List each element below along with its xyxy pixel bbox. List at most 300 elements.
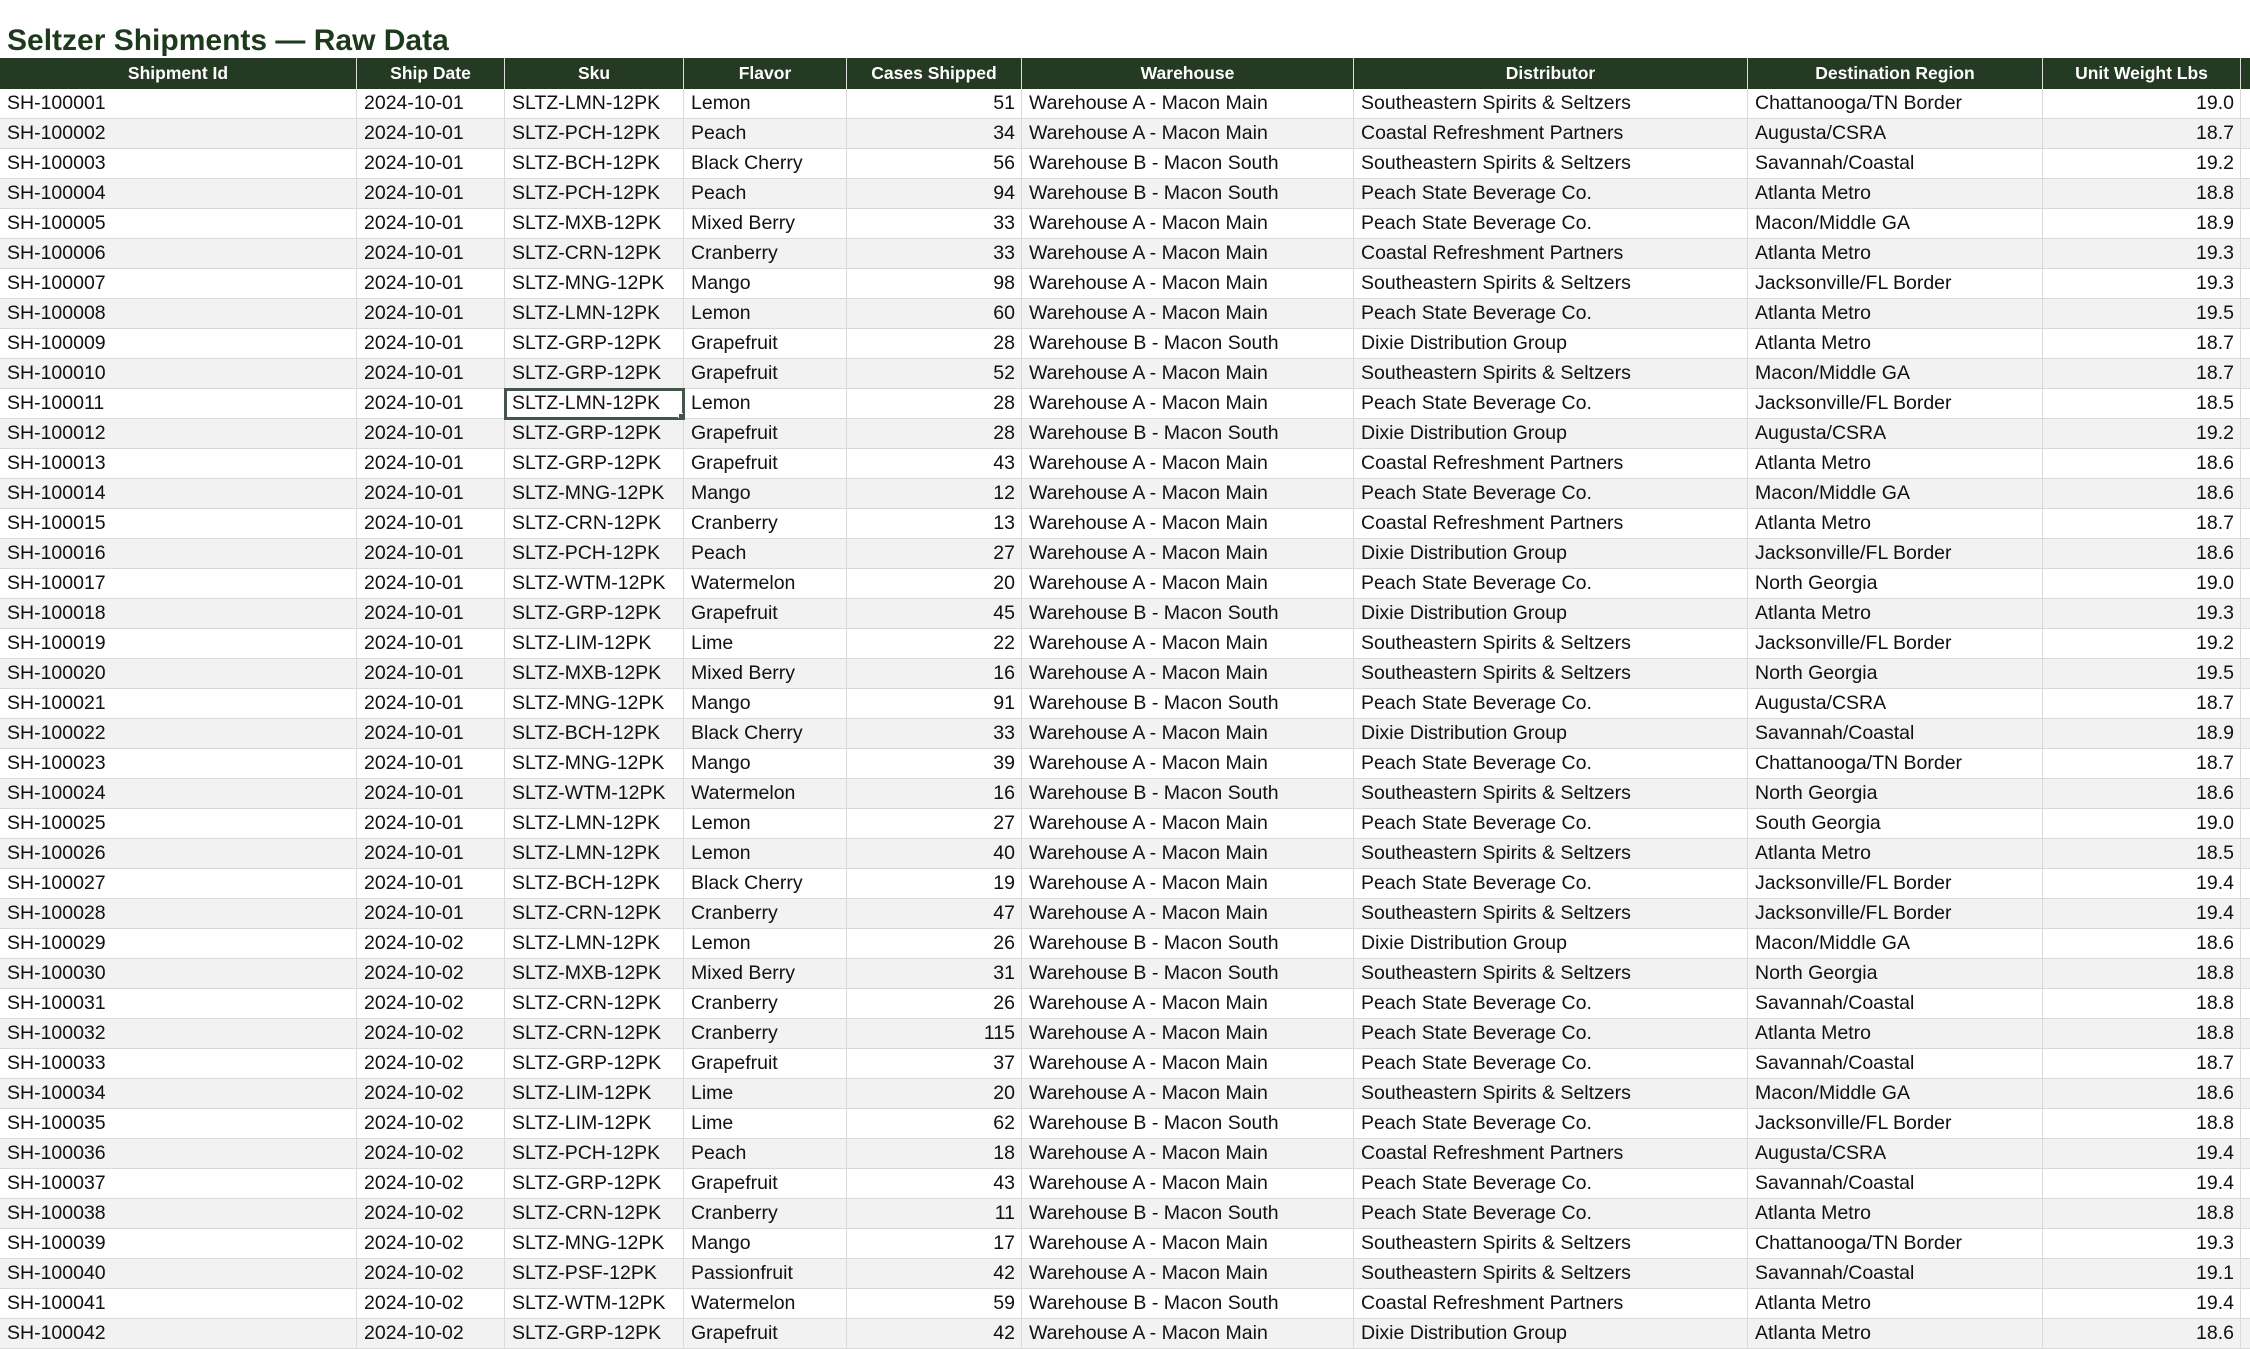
cell-distributor[interactable]: Southeastern Spirits & Seltzers xyxy=(1354,959,1748,989)
cell-flavor[interactable]: Grapefruit xyxy=(684,329,847,359)
cell-warehouse[interactable]: Warehouse B - Macon South xyxy=(1022,779,1354,809)
cell-flavor[interactable]: Cranberry xyxy=(684,1019,847,1049)
cell-shipment-id[interactable]: SH-100040 xyxy=(0,1259,357,1289)
cell-ship-date[interactable]: 2024-10-01 xyxy=(357,869,505,899)
cell-shipment-id[interactable]: SH-100020 xyxy=(0,659,357,689)
column-header-warehouse[interactable]: Warehouse xyxy=(1022,58,1354,89)
cell-warehouse[interactable]: Warehouse A - Macon Main xyxy=(1022,1259,1354,1289)
cell-distributor[interactable]: Peach State Beverage Co. xyxy=(1354,479,1748,509)
cell-sku[interactable]: SLTZ-PCH-12PK xyxy=(505,179,684,209)
cell-unit-weight-lbs[interactable]: 19.3 xyxy=(2043,1229,2241,1259)
cell-destination-region[interactable]: Augusta/CSRA xyxy=(1748,419,2043,449)
cell-ship-date[interactable]: 2024-10-01 xyxy=(357,539,505,569)
cell-destination-region[interactable]: Atlanta Metro xyxy=(1748,299,2043,329)
cell-destination-region[interactable]: North Georgia xyxy=(1748,959,2043,989)
column-header-flavor[interactable]: Flavor xyxy=(684,58,847,89)
cell-distributor[interactable]: Southeastern Spirits & Seltzers xyxy=(1354,149,1748,179)
cell-ship-date[interactable]: 2024-10-01 xyxy=(357,599,505,629)
cell-flavor[interactable]: Grapefruit xyxy=(684,449,847,479)
cell-unit-weight-lbs[interactable]: 18.8 xyxy=(2043,1019,2241,1049)
cell-distributor[interactable]: Coastal Refreshment Partners xyxy=(1354,509,1748,539)
cell-warehouse[interactable]: Warehouse A - Macon Main xyxy=(1022,749,1354,779)
selected-cell[interactable]: SLTZ-LMN-12PK xyxy=(505,389,684,419)
cell-sku[interactable]: SLTZ-CRN-12PK xyxy=(505,989,684,1019)
cell-shipment-id[interactable]: SH-100034 xyxy=(0,1079,357,1109)
cell-cases-shipped[interactable]: 42 xyxy=(847,1259,1022,1289)
cell-warehouse[interactable]: Warehouse B - Macon South xyxy=(1022,1109,1354,1139)
cell-cases-shipped[interactable]: 19 xyxy=(847,869,1022,899)
cell-sku[interactable]: SLTZ-PSF-12PK xyxy=(505,1259,684,1289)
cell-flavor[interactable]: Peach xyxy=(684,1139,847,1169)
cell-unit-weight-lbs[interactable]: 18.8 xyxy=(2043,989,2241,1019)
cell-ship-date[interactable]: 2024-10-02 xyxy=(357,1229,505,1259)
cell-distributor[interactable]: Peach State Beverage Co. xyxy=(1354,1169,1748,1199)
cell-unit-weight-lbs[interactable]: 18.6 xyxy=(2043,449,2241,479)
column-header-shipment-id[interactable]: Shipment Id xyxy=(0,58,357,89)
cell-shipment-id[interactable]: SH-100027 xyxy=(0,869,357,899)
cell-unit-weight-lbs[interactable]: 19.2 xyxy=(2043,149,2241,179)
cell-unit-weight-lbs[interactable]: 19.4 xyxy=(2043,1139,2241,1169)
cell-ship-date[interactable]: 2024-10-01 xyxy=(357,269,505,299)
cell-flavor[interactable]: Peach xyxy=(684,179,847,209)
cell-ship-date[interactable]: 2024-10-02 xyxy=(357,1199,505,1229)
cell-flavor[interactable]: Black Cherry xyxy=(684,149,847,179)
cell-flavor[interactable]: Mixed Berry xyxy=(684,959,847,989)
cell-destination-region[interactable]: Savannah/Coastal xyxy=(1748,719,2043,749)
cell-destination-region[interactable]: Atlanta Metro xyxy=(1748,1199,2043,1229)
cell-unit-weight-lbs[interactable]: 19.0 xyxy=(2043,809,2241,839)
cell-ship-date[interactable]: 2024-10-01 xyxy=(357,899,505,929)
cell-shipment-id[interactable]: SH-100017 xyxy=(0,569,357,599)
cell-cases-shipped[interactable]: 17 xyxy=(847,1229,1022,1259)
cell-cases-shipped[interactable]: 26 xyxy=(847,989,1022,1019)
cell-distributor[interactable]: Dixie Distribution Group xyxy=(1354,419,1748,449)
cell-distributor[interactable]: Peach State Beverage Co. xyxy=(1354,989,1748,1019)
cell-flavor[interactable]: Peach xyxy=(684,119,847,149)
cell-shipment-id[interactable]: SH-100006 xyxy=(0,239,357,269)
cell-warehouse[interactable]: Warehouse B - Macon South xyxy=(1022,149,1354,179)
cell-ship-date[interactable]: 2024-10-01 xyxy=(357,179,505,209)
cell-shipment-id[interactable]: SH-100028 xyxy=(0,899,357,929)
cell-sku[interactable]: SLTZ-LMN-12PK xyxy=(505,809,684,839)
cell-unit-weight-lbs[interactable]: 18.9 xyxy=(2043,719,2241,749)
cell-distributor[interactable]: Peach State Beverage Co. xyxy=(1354,1109,1748,1139)
cell-ship-date[interactable]: 2024-10-01 xyxy=(357,689,505,719)
cell-sku[interactable]: SLTZ-WTM-12PK xyxy=(505,1289,684,1319)
cell-cases-shipped[interactable]: 43 xyxy=(847,1169,1022,1199)
cell-sku[interactable]: SLTZ-BCH-12PK xyxy=(505,869,684,899)
cell-cases-shipped[interactable]: 22 xyxy=(847,629,1022,659)
cell-sku[interactable]: SLTZ-LMN-12PK xyxy=(505,839,684,869)
cell-flavor[interactable]: Lemon xyxy=(684,929,847,959)
cell-destination-region[interactable]: Jacksonville/FL Border xyxy=(1748,869,2043,899)
cell-destination-region[interactable]: Atlanta Metro xyxy=(1748,1289,2043,1319)
cell-cases-shipped[interactable]: 40 xyxy=(847,839,1022,869)
cell-cases-shipped[interactable]: 51 xyxy=(847,89,1022,119)
cell-unit-weight-lbs[interactable]: 19.4 xyxy=(2043,1169,2241,1199)
cell-warehouse[interactable]: Warehouse A - Macon Main xyxy=(1022,1079,1354,1109)
cell-warehouse[interactable]: Warehouse A - Macon Main xyxy=(1022,899,1354,929)
cell-ship-date[interactable]: 2024-10-01 xyxy=(357,629,505,659)
cell-cases-shipped[interactable]: 62 xyxy=(847,1109,1022,1139)
cell-shipment-id[interactable]: SH-100042 xyxy=(0,1319,357,1349)
cell-unit-weight-lbs[interactable]: 19.3 xyxy=(2043,239,2241,269)
cell-warehouse[interactable]: Warehouse A - Macon Main xyxy=(1022,119,1354,149)
cell-shipment-id[interactable]: SH-100036 xyxy=(0,1139,357,1169)
cell-flavor[interactable]: Grapefruit xyxy=(684,1049,847,1079)
cell-flavor[interactable]: Cranberry xyxy=(684,1199,847,1229)
cell-unit-weight-lbs[interactable]: 18.8 xyxy=(2043,1109,2241,1139)
cell-shipment-id[interactable]: SH-100023 xyxy=(0,749,357,779)
cell-unit-weight-lbs[interactable]: 19.4 xyxy=(2043,1289,2241,1319)
cell-shipment-id[interactable]: SH-100025 xyxy=(0,809,357,839)
cell-flavor[interactable]: Lemon xyxy=(684,809,847,839)
cell-warehouse[interactable]: Warehouse A - Macon Main xyxy=(1022,659,1354,689)
cell-shipment-id[interactable]: SH-100038 xyxy=(0,1199,357,1229)
cell-warehouse[interactable]: Warehouse B - Macon South xyxy=(1022,1289,1354,1319)
cell-ship-date[interactable]: 2024-10-02 xyxy=(357,959,505,989)
cell-flavor[interactable]: Cranberry xyxy=(684,509,847,539)
cell-sku[interactable]: SLTZ-CRN-12PK xyxy=(505,899,684,929)
cell-distributor[interactable]: Peach State Beverage Co. xyxy=(1354,569,1748,599)
cell-destination-region[interactable]: Savannah/Coastal xyxy=(1748,1049,2043,1079)
cell-shipment-id[interactable]: SH-100019 xyxy=(0,629,357,659)
cell-destination-region[interactable]: Atlanta Metro xyxy=(1748,599,2043,629)
cell-ship-date[interactable]: 2024-10-01 xyxy=(357,89,505,119)
cell-warehouse[interactable]: Warehouse A - Macon Main xyxy=(1022,989,1354,1019)
cell-warehouse[interactable]: Warehouse A - Macon Main xyxy=(1022,1019,1354,1049)
cell-distributor[interactable]: Peach State Beverage Co. xyxy=(1354,389,1748,419)
cell-cases-shipped[interactable]: 31 xyxy=(847,959,1022,989)
cell-sku[interactable]: SLTZ-GRP-12PK xyxy=(505,419,684,449)
cell-destination-region[interactable]: Atlanta Metro xyxy=(1748,1319,2043,1349)
cell-destination-region[interactable]: Jacksonville/FL Border xyxy=(1748,629,2043,659)
cell-flavor[interactable]: Mango xyxy=(684,269,847,299)
cell-unit-weight-lbs[interactable]: 19.0 xyxy=(2043,89,2241,119)
cell-shipment-id[interactable]: SH-100001 xyxy=(0,89,357,119)
cell-ship-date[interactable]: 2024-10-01 xyxy=(357,509,505,539)
cell-shipment-id[interactable]: SH-100013 xyxy=(0,449,357,479)
cell-cases-shipped[interactable]: 43 xyxy=(847,449,1022,479)
cell-destination-region[interactable]: Atlanta Metro xyxy=(1748,239,2043,269)
cell-distributor[interactable]: Peach State Beverage Co. xyxy=(1354,179,1748,209)
cell-ship-date[interactable]: 2024-10-01 xyxy=(357,449,505,479)
cell-unit-weight-lbs[interactable]: 19.2 xyxy=(2043,629,2241,659)
cell-cases-shipped[interactable]: 26 xyxy=(847,929,1022,959)
cell-cases-shipped[interactable]: 12 xyxy=(847,479,1022,509)
cell-shipment-id[interactable]: SH-100033 xyxy=(0,1049,357,1079)
cell-shipment-id[interactable]: SH-100026 xyxy=(0,839,357,869)
cell-distributor[interactable]: Peach State Beverage Co. xyxy=(1354,689,1748,719)
cell-destination-region[interactable]: Jacksonville/FL Border xyxy=(1748,1109,2043,1139)
cell-destination-region[interactable]: Atlanta Metro xyxy=(1748,509,2043,539)
cell-unit-weight-lbs[interactable]: 18.7 xyxy=(2043,1049,2241,1079)
cell-flavor[interactable]: Grapefruit xyxy=(684,359,847,389)
cell-cases-shipped[interactable]: 39 xyxy=(847,749,1022,779)
cell-cases-shipped[interactable]: 27 xyxy=(847,809,1022,839)
cell-shipment-id[interactable]: SH-100030 xyxy=(0,959,357,989)
cell-shipment-id[interactable]: SH-100005 xyxy=(0,209,357,239)
cell-unit-weight-lbs[interactable]: 18.7 xyxy=(2043,329,2241,359)
cell-cases-shipped[interactable]: 28 xyxy=(847,419,1022,449)
cell-destination-region[interactable]: Savannah/Coastal xyxy=(1748,1169,2043,1199)
cell-warehouse[interactable]: Warehouse A - Macon Main xyxy=(1022,1049,1354,1079)
cell-warehouse[interactable]: Warehouse A - Macon Main xyxy=(1022,1169,1354,1199)
cell-ship-date[interactable]: 2024-10-02 xyxy=(357,1049,505,1079)
cell-cases-shipped[interactable]: 94 xyxy=(847,179,1022,209)
cell-warehouse[interactable]: Warehouse A - Macon Main xyxy=(1022,869,1354,899)
cell-ship-date[interactable]: 2024-10-01 xyxy=(357,809,505,839)
cell-flavor[interactable]: Lemon xyxy=(684,299,847,329)
cell-flavor[interactable]: Cranberry xyxy=(684,989,847,1019)
cell-unit-weight-lbs[interactable]: 18.7 xyxy=(2043,509,2241,539)
cell-shipment-id[interactable]: SH-100018 xyxy=(0,599,357,629)
cell-warehouse[interactable]: Warehouse A - Macon Main xyxy=(1022,479,1354,509)
cell-cases-shipped[interactable]: 37 xyxy=(847,1049,1022,1079)
cell-destination-region[interactable]: North Georgia xyxy=(1748,779,2043,809)
cell-ship-date[interactable]: 2024-10-01 xyxy=(357,749,505,779)
cell-ship-date[interactable]: 2024-10-01 xyxy=(357,359,505,389)
cell-sku[interactable]: SLTZ-MXB-12PK xyxy=(505,959,684,989)
column-header-ship-date[interactable]: Ship Date xyxy=(357,58,505,89)
cell-ship-date[interactable]: 2024-10-01 xyxy=(357,119,505,149)
cell-shipment-id[interactable]: SH-100024 xyxy=(0,779,357,809)
cell-ship-date[interactable]: 2024-10-01 xyxy=(357,239,505,269)
column-header-distributor[interactable]: Distributor xyxy=(1354,58,1748,89)
cell-sku[interactable]: SLTZ-LIM-12PK xyxy=(505,1079,684,1109)
cell-sku[interactable]: SLTZ-GRP-12PK xyxy=(505,329,684,359)
cell-distributor[interactable]: Southeastern Spirits & Seltzers xyxy=(1354,359,1748,389)
column-header-destination-region[interactable]: Destination Region xyxy=(1748,58,2043,89)
cell-distributor[interactable]: Dixie Distribution Group xyxy=(1354,539,1748,569)
cell-cases-shipped[interactable]: 16 xyxy=(847,659,1022,689)
cell-ship-date[interactable]: 2024-10-01 xyxy=(357,659,505,689)
cell-flavor[interactable]: Watermelon xyxy=(684,779,847,809)
cell-sku[interactable]: SLTZ-GRP-12PK xyxy=(505,359,684,389)
cell-shipment-id[interactable]: SH-100007 xyxy=(0,269,357,299)
cell-distributor[interactable]: Dixie Distribution Group xyxy=(1354,599,1748,629)
cell-cases-shipped[interactable]: 13 xyxy=(847,509,1022,539)
cell-warehouse[interactable]: Warehouse B - Macon South xyxy=(1022,599,1354,629)
cell-destination-region[interactable]: Macon/Middle GA xyxy=(1748,209,2043,239)
cell-sku[interactable]: SLTZ-MNG-12PK xyxy=(505,269,684,299)
cell-destination-region[interactable]: South Georgia xyxy=(1748,809,2043,839)
cell-warehouse[interactable]: Warehouse B - Macon South xyxy=(1022,1199,1354,1229)
cell-destination-region[interactable]: Augusta/CSRA xyxy=(1748,119,2043,149)
cell-flavor[interactable]: Mango xyxy=(684,1229,847,1259)
cell-ship-date[interactable]: 2024-10-02 xyxy=(357,1139,505,1169)
cell-warehouse[interactable]: Warehouse B - Macon South xyxy=(1022,689,1354,719)
cell-cases-shipped[interactable]: 20 xyxy=(847,1079,1022,1109)
cell-cases-shipped[interactable]: 33 xyxy=(847,239,1022,269)
cell-ship-date[interactable]: 2024-10-01 xyxy=(357,419,505,449)
cell-sku[interactable]: SLTZ-PCH-12PK xyxy=(505,119,684,149)
cell-shipment-id[interactable]: SH-100003 xyxy=(0,149,357,179)
cell-distributor[interactable]: Southeastern Spirits & Seltzers xyxy=(1354,659,1748,689)
cell-unit-weight-lbs[interactable]: 19.5 xyxy=(2043,299,2241,329)
cell-sku[interactable]: SLTZ-LIM-12PK xyxy=(505,629,684,659)
cell-unit-weight-lbs[interactable]: 18.7 xyxy=(2043,359,2241,389)
cell-shipment-id[interactable]: SH-100032 xyxy=(0,1019,357,1049)
cell-distributor[interactable]: Southeastern Spirits & Seltzers xyxy=(1354,89,1748,119)
cell-flavor[interactable]: Mango xyxy=(684,749,847,779)
cell-unit-weight-lbs[interactable]: 18.6 xyxy=(2043,539,2241,569)
cell-destination-region[interactable]: Macon/Middle GA xyxy=(1748,929,2043,959)
cell-destination-region[interactable]: Jacksonville/FL Border xyxy=(1748,389,2043,419)
cell-shipment-id[interactable]: SH-100016 xyxy=(0,539,357,569)
cell-unit-weight-lbs[interactable]: 19.4 xyxy=(2043,899,2241,929)
cell-cases-shipped[interactable]: 59 xyxy=(847,1289,1022,1319)
cell-distributor[interactable]: Southeastern Spirits & Seltzers xyxy=(1354,839,1748,869)
cell-sku[interactable]: SLTZ-MNG-12PK xyxy=(505,1229,684,1259)
cell-shipment-id[interactable]: SH-100011 xyxy=(0,389,357,419)
cell-distributor[interactable]: Dixie Distribution Group xyxy=(1354,329,1748,359)
cell-warehouse[interactable]: Warehouse A - Macon Main xyxy=(1022,299,1354,329)
cell-destination-region[interactable]: Atlanta Metro xyxy=(1748,449,2043,479)
cell-distributor[interactable]: Peach State Beverage Co. xyxy=(1354,869,1748,899)
cell-shipment-id[interactable]: SH-100035 xyxy=(0,1109,357,1139)
cell-destination-region[interactable]: Chattanooga/TN Border xyxy=(1748,1229,2043,1259)
cell-ship-date[interactable]: 2024-10-01 xyxy=(357,839,505,869)
column-header-cases-shipped[interactable]: Cases Shipped xyxy=(847,58,1022,89)
cell-ship-date[interactable]: 2024-10-01 xyxy=(357,299,505,329)
cell-unit-weight-lbs[interactable]: 18.6 xyxy=(2043,1079,2241,1109)
cell-cases-shipped[interactable]: 28 xyxy=(847,329,1022,359)
cell-flavor[interactable]: Lime xyxy=(684,1079,847,1109)
cell-distributor[interactable]: Peach State Beverage Co. xyxy=(1354,749,1748,779)
cell-sku[interactable]: SLTZ-CRN-12PK xyxy=(505,1199,684,1229)
cell-shipment-id[interactable]: SH-100014 xyxy=(0,479,357,509)
cell-warehouse[interactable]: Warehouse A - Macon Main xyxy=(1022,389,1354,419)
cell-flavor[interactable]: Grapefruit xyxy=(684,1169,847,1199)
cell-flavor[interactable]: Black Cherry xyxy=(684,719,847,749)
cell-flavor[interactable]: Grapefruit xyxy=(684,419,847,449)
cell-cases-shipped[interactable]: 18 xyxy=(847,1139,1022,1169)
cell-sku[interactable]: SLTZ-GRP-12PK xyxy=(505,599,684,629)
cell-distributor[interactable]: Peach State Beverage Co. xyxy=(1354,1019,1748,1049)
cell-ship-date[interactable]: 2024-10-02 xyxy=(357,1319,505,1349)
cell-destination-region[interactable]: Jacksonville/FL Border xyxy=(1748,269,2043,299)
cell-shipment-id[interactable]: SH-100012 xyxy=(0,419,357,449)
cell-destination-region[interactable]: Savannah/Coastal xyxy=(1748,149,2043,179)
cell-sku[interactable]: SLTZ-BCH-12PK xyxy=(505,719,684,749)
cell-destination-region[interactable]: Jacksonville/FL Border xyxy=(1748,539,2043,569)
cell-flavor[interactable]: Lime xyxy=(684,629,847,659)
cell-unit-weight-lbs[interactable]: 18.8 xyxy=(2043,1199,2241,1229)
cell-distributor[interactable]: Peach State Beverage Co. xyxy=(1354,1049,1748,1079)
cell-warehouse[interactable]: Warehouse A - Macon Main xyxy=(1022,539,1354,569)
cell-ship-date[interactable]: 2024-10-01 xyxy=(357,719,505,749)
cell-warehouse[interactable]: Warehouse B - Macon South xyxy=(1022,419,1354,449)
cell-sku[interactable]: SLTZ-LIM-12PK xyxy=(505,1109,684,1139)
cell-destination-region[interactable]: Chattanooga/TN Border xyxy=(1748,749,2043,779)
cell-unit-weight-lbs[interactable]: 18.7 xyxy=(2043,119,2241,149)
cell-ship-date[interactable]: 2024-10-02 xyxy=(357,1259,505,1289)
cell-flavor[interactable]: Lemon xyxy=(684,89,847,119)
cell-shipment-id[interactable]: SH-100002 xyxy=(0,119,357,149)
cell-shipment-id[interactable]: SH-100009 xyxy=(0,329,357,359)
cell-warehouse[interactable]: Warehouse A - Macon Main xyxy=(1022,89,1354,119)
cell-unit-weight-lbs[interactable]: 19.3 xyxy=(2043,269,2241,299)
cell-cases-shipped[interactable]: 91 xyxy=(847,689,1022,719)
cell-sku[interactable]: SLTZ-LMN-12PK xyxy=(505,299,684,329)
cell-cases-shipped[interactable]: 34 xyxy=(847,119,1022,149)
cell-cases-shipped[interactable]: 98 xyxy=(847,269,1022,299)
cell-distributor[interactable]: Coastal Refreshment Partners xyxy=(1354,449,1748,479)
cell-distributor[interactable]: Southeastern Spirits & Seltzers xyxy=(1354,1229,1748,1259)
cell-warehouse[interactable]: Warehouse B - Macon South xyxy=(1022,329,1354,359)
cell-warehouse[interactable]: Warehouse A - Macon Main xyxy=(1022,209,1354,239)
cell-flavor[interactable]: Lime xyxy=(684,1109,847,1139)
cell-warehouse[interactable]: Warehouse A - Macon Main xyxy=(1022,449,1354,479)
cell-sku[interactable]: SLTZ-CRN-12PK xyxy=(505,1019,684,1049)
cell-warehouse[interactable]: Warehouse B - Macon South xyxy=(1022,929,1354,959)
cell-flavor[interactable]: Watermelon xyxy=(684,1289,847,1319)
cell-flavor[interactable]: Peach xyxy=(684,539,847,569)
cell-sku[interactable]: SLTZ-MNG-12PK xyxy=(505,479,684,509)
cell-warehouse[interactable]: Warehouse A - Macon Main xyxy=(1022,1139,1354,1169)
cell-destination-region[interactable]: Savannah/Coastal xyxy=(1748,989,2043,1019)
cell-destination-region[interactable]: Macon/Middle GA xyxy=(1748,479,2043,509)
fill-handle[interactable] xyxy=(678,413,684,419)
cell-flavor[interactable]: Cranberry xyxy=(684,899,847,929)
cell-sku[interactable]: SLTZ-GRP-12PK xyxy=(505,449,684,479)
cell-flavor[interactable]: Mixed Berry xyxy=(684,209,847,239)
cell-destination-region[interactable]: Atlanta Metro xyxy=(1748,839,2043,869)
cell-cases-shipped[interactable]: 52 xyxy=(847,359,1022,389)
cell-flavor[interactable]: Grapefruit xyxy=(684,599,847,629)
cell-distributor[interactable]: Southeastern Spirits & Seltzers xyxy=(1354,629,1748,659)
cell-warehouse[interactable]: Warehouse A - Macon Main xyxy=(1022,569,1354,599)
cell-unit-weight-lbs[interactable]: 19.0 xyxy=(2043,569,2241,599)
cell-ship-date[interactable]: 2024-10-01 xyxy=(357,389,505,419)
cell-destination-region[interactable]: Atlanta Metro xyxy=(1748,1019,2043,1049)
cell-unit-weight-lbs[interactable]: 18.7 xyxy=(2043,689,2241,719)
cell-sku[interactable]: SLTZ-LMN-12PK xyxy=(505,929,684,959)
cell-unit-weight-lbs[interactable]: 18.8 xyxy=(2043,179,2241,209)
cell-distributor[interactable]: Coastal Refreshment Partners xyxy=(1354,119,1748,149)
cell-distributor[interactable]: Coastal Refreshment Partners xyxy=(1354,239,1748,269)
cell-shipment-id[interactable]: SH-100008 xyxy=(0,299,357,329)
cell-sku[interactable]: SLTZ-LMN-12PK xyxy=(505,89,684,119)
cell-destination-region[interactable]: Atlanta Metro xyxy=(1748,179,2043,209)
cell-ship-date[interactable]: 2024-10-02 xyxy=(357,1109,505,1139)
cell-flavor[interactable]: Watermelon xyxy=(684,569,847,599)
cell-distributor[interactable]: Dixie Distribution Group xyxy=(1354,719,1748,749)
cell-sku[interactable]: SLTZ-GRP-12PK xyxy=(505,1319,684,1349)
cell-sku[interactable]: SLTZ-MNG-12PK xyxy=(505,689,684,719)
cell-cases-shipped[interactable]: 45 xyxy=(847,599,1022,629)
cell-unit-weight-lbs[interactable]: 19.3 xyxy=(2043,599,2241,629)
cell-warehouse[interactable]: Warehouse A - Macon Main xyxy=(1022,1229,1354,1259)
cell-warehouse[interactable]: Warehouse A - Macon Main xyxy=(1022,629,1354,659)
cell-sku[interactable]: SLTZ-PCH-12PK xyxy=(505,1139,684,1169)
cell-warehouse[interactable]: Warehouse A - Macon Main xyxy=(1022,839,1354,869)
cell-shipment-id[interactable]: SH-100029 xyxy=(0,929,357,959)
cell-flavor[interactable]: Lemon xyxy=(684,839,847,869)
cell-shipment-id[interactable]: SH-100037 xyxy=(0,1169,357,1199)
cell-flavor[interactable]: Mixed Berry xyxy=(684,659,847,689)
cell-destination-region[interactable]: Savannah/Coastal xyxy=(1748,1259,2043,1289)
cell-unit-weight-lbs[interactable]: 19.4 xyxy=(2043,869,2241,899)
cell-warehouse[interactable]: Warehouse A - Macon Main xyxy=(1022,719,1354,749)
cell-cases-shipped[interactable]: 33 xyxy=(847,209,1022,239)
cell-flavor[interactable]: Mango xyxy=(684,689,847,719)
cell-warehouse[interactable]: Warehouse A - Macon Main xyxy=(1022,809,1354,839)
cell-ship-date[interactable]: 2024-10-02 xyxy=(357,1289,505,1319)
cell-warehouse[interactable]: Warehouse A - Macon Main xyxy=(1022,239,1354,269)
cell-unit-weight-lbs[interactable]: 18.6 xyxy=(2043,779,2241,809)
